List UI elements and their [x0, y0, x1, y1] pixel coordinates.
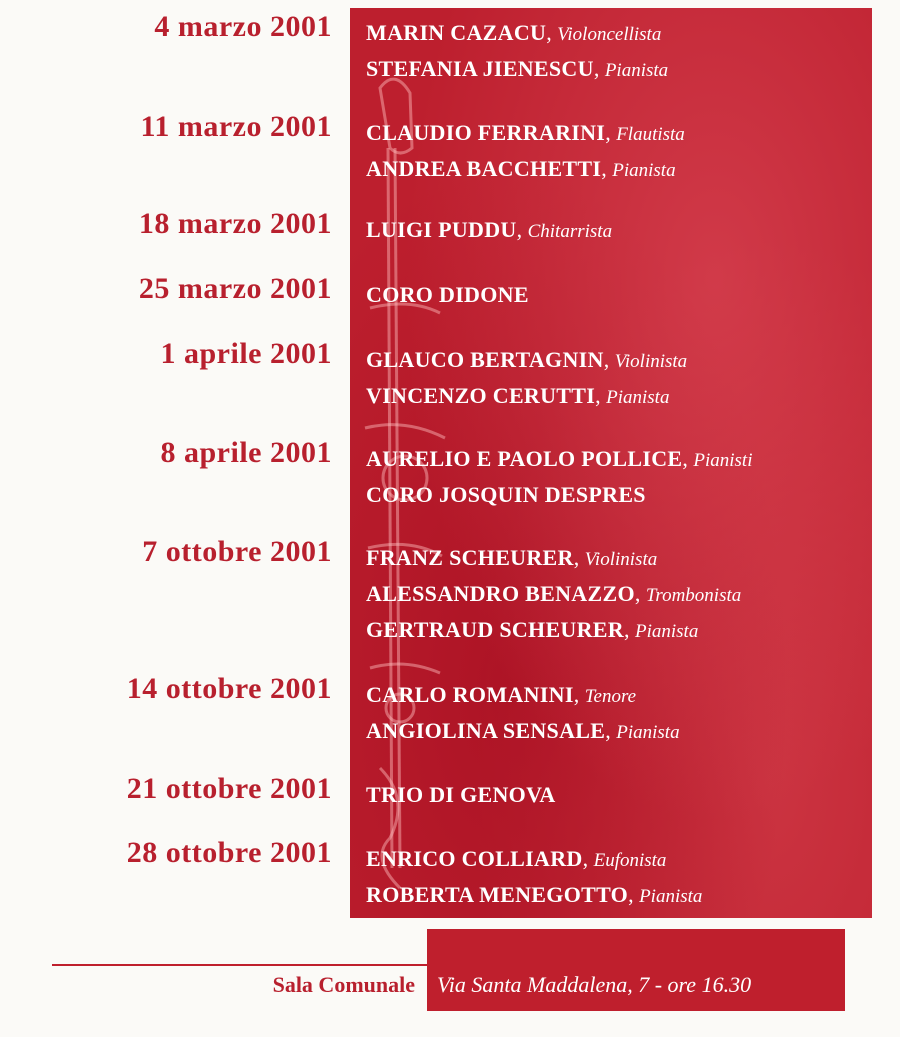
- performer-list: [366, 541, 741, 649]
- performer-name: VINCENZO CERUTTI: [366, 383, 596, 408]
- performer-role: Pianista: [604, 60, 669, 81]
- performer-role: Violinista: [614, 351, 688, 372]
- performer-name: ROBERTA MENEGOTTO: [366, 882, 629, 907]
- performer-role: Violoncellista: [557, 24, 662, 45]
- performer-list: [366, 278, 529, 312]
- concert-date: 7 ottobre 2001: [142, 535, 332, 568]
- performer-name: ANDREA BACCHETTI: [366, 156, 602, 181]
- performer: [366, 478, 753, 512]
- performer-list: [366, 116, 685, 188]
- performer-role: Pianista: [612, 160, 676, 181]
- venue-name: Sala Comunale: [272, 972, 415, 997]
- performer-list: [366, 343, 687, 415]
- separator: ,: [605, 718, 617, 743]
- performer-name: MARIN CAZACU: [366, 20, 547, 45]
- performer: [366, 714, 680, 750]
- separator: ,: [595, 383, 607, 408]
- concert-date: 11 marzo 2001: [140, 110, 332, 143]
- performer: [366, 16, 668, 52]
- performer: [366, 152, 685, 188]
- performer: [366, 878, 702, 914]
- performer-name: GERTRAUD SCHEURER: [366, 617, 624, 642]
- performer: [366, 343, 687, 379]
- venue-address: Via Santa Maddalena, 7 - ore 16.30: [437, 972, 752, 997]
- separator: ,: [603, 347, 615, 372]
- concert-date: 4 marzo 2001: [154, 10, 332, 43]
- performer-name: GLAUCO BERTAGNIN: [366, 347, 604, 372]
- performer-name: ALESSANDRO BENAZZO: [366, 581, 635, 606]
- separator: ,: [601, 156, 613, 181]
- performer-name: CORO JOSQUIN DESPRES: [366, 482, 646, 507]
- performer: [366, 52, 668, 88]
- performer-list: [366, 842, 702, 914]
- performer-name: STEFANIA JIENESCU: [366, 56, 594, 81]
- separator: ,: [573, 545, 585, 570]
- performer-list: [366, 16, 668, 88]
- separator: ,: [593, 56, 605, 81]
- separator: ,: [516, 217, 528, 242]
- separator: ,: [582, 846, 594, 871]
- performer-role: Violinista: [584, 549, 658, 570]
- footer-rule: [52, 964, 427, 966]
- performer-role: Pianista: [639, 886, 703, 907]
- performer-name: FRANZ SCHEURER: [366, 545, 574, 570]
- performer-name: CLAUDIO FERRARINI: [366, 120, 606, 145]
- separator: ,: [605, 120, 617, 145]
- performer: [366, 577, 741, 613]
- performer-name: AURELIO E PAOLO POLLICE: [366, 446, 683, 471]
- performer-role: Pianista: [634, 621, 699, 642]
- performer-name: ENRICO COLLIARD: [366, 846, 583, 871]
- concert-date: 1 aprile 2001: [160, 337, 332, 370]
- performer: [366, 379, 687, 415]
- performer: [366, 213, 612, 249]
- performer-role: Trombonista: [645, 585, 742, 606]
- concert-date: 18 marzo 2001: [138, 207, 332, 240]
- concert-date: 21 ottobre 2001: [126, 772, 332, 805]
- performer-name: LUIGI PUDDU: [366, 217, 517, 242]
- performer-list: [366, 213, 612, 249]
- performer: [366, 541, 741, 577]
- performer-role: Pianisti: [693, 450, 753, 471]
- concert-date: 28 ottobre 2001: [126, 836, 332, 869]
- performer-name: ANGIOLINA SENSALE: [366, 718, 606, 743]
- performer-role: Chitarrista: [527, 221, 613, 242]
- separator: ,: [546, 20, 558, 45]
- performer-role: Pianista: [616, 722, 680, 743]
- performer: [366, 778, 556, 812]
- performer: [366, 842, 702, 878]
- performer-role: Tenore: [584, 686, 637, 707]
- performer: [366, 442, 753, 478]
- performer-list: [366, 778, 556, 812]
- concert-date: 25 marzo 2001: [138, 272, 332, 305]
- separator: ,: [628, 882, 640, 907]
- separator: ,: [682, 446, 694, 471]
- performer-role: Eufonista: [593, 850, 667, 871]
- performer: [366, 278, 529, 312]
- performer-name: TRIO DI GENOVA: [366, 782, 556, 807]
- separator: ,: [623, 617, 635, 642]
- performer-role: Flautista: [616, 124, 685, 145]
- performer: [366, 678, 680, 714]
- performer-list: [366, 442, 753, 512]
- separator: ,: [634, 581, 646, 606]
- footer-red-bar: [427, 929, 845, 1011]
- concert-date: 8 aprile 2001: [160, 436, 332, 469]
- concert-date: 14 ottobre 2001: [126, 672, 332, 705]
- performer: [366, 613, 741, 649]
- performer-list: [366, 678, 680, 750]
- separator: ,: [573, 682, 585, 707]
- performer-role: Pianista: [606, 387, 670, 408]
- performer-name: CORO DIDONE: [366, 282, 529, 307]
- performer-name: CARLO ROMANINI: [366, 682, 574, 707]
- performer: [366, 116, 685, 152]
